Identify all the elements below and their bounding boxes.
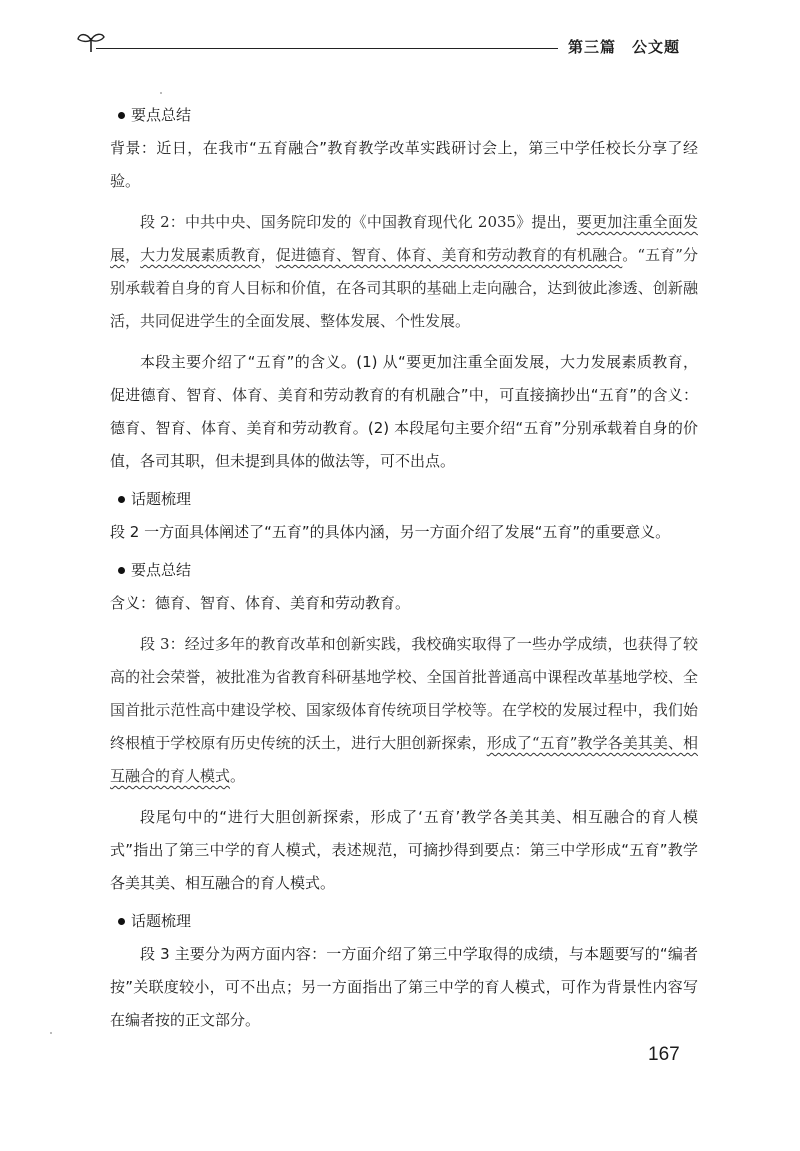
section-heading: 要点总结 (118, 557, 698, 583)
underlined-phrase: 形成了“五育”教学各美其美、相互融合的育人模式 (110, 734, 698, 785)
sprout-icon (76, 30, 106, 54)
analysis-paragraph-3: 段尾句中的“进行大胆创新探索，形成了‘五育’教学各美其美、相互融合的育人模式”指出了第三中学的育人模式，表述规范，可摘抄得到要点：第三中学形成“五育”教学各美其美、相互融合的育人模式。 (110, 808, 698, 892)
bullet-icon (118, 918, 125, 925)
topic-text-2: 段 2 一方面具体阐述了“五育”的具体内涵，另一方面介绍了发展“五育”的重要意义。 (110, 523, 671, 541)
chapter-title: 第三篇 公文题 (568, 38, 681, 56)
page-content (110, 94, 698, 1043)
background-text: 背景：近日，在我市“五育融合”教育教学改革实践研讨会上，第三中学任校长分享了经验。 (110, 139, 698, 190)
source-paragraph-2: 段 2：中共中央、国务院印发的《中国教育现代化 2035》提出，要更加注重全面发展，大力发展素质教育，促进德育、智育、体育、美育和劳动教育的有机融合。“五育”分别承载着自身的育人目标和价值，在各司其职的基础上走向融合，达到彼此渗透、创新融活，共同促进学生的全面发展、整体发展、个性发展。 (110, 213, 698, 330)
scan-speck (50, 1032, 52, 1034)
section-heading: 要点总结 (118, 102, 698, 128)
analysis-paragraph-2: 本段主要介绍了“五育”的含义。(1) 从“要更加注重全面发展，大力发展素质教育，促进德育、智育、体育、美育和劳动教育的有机融合”中，可直接摘抄出“五育”的含义：德育、智育、体育、美育和劳动教育。(2) 本段尾句主要介绍“五育”分别承载着自身的价值，各司其职，但未提到具体的做法等，可不出点。 (110, 353, 698, 470)
bullet-icon (118, 567, 125, 574)
underlined-phrase: 大力发展素质教育 (140, 246, 261, 264)
page-number: 167 (648, 1044, 680, 1065)
bullet-icon (118, 496, 125, 503)
topic-text-3: 段 3 主要分为两方面内容：一方面介绍了第三中学取得的成绩，与本题要写的“编者按”关联度较小，可不出点；另一方面指出了第三中学的育人模式，可作为背景性内容写在编者按的正文部分。 (110, 945, 698, 1029)
header-rule (96, 48, 558, 49)
underlined-phrase: 要更加注重全面发展 (110, 213, 698, 264)
section-heading: 话题梳理 (118, 486, 698, 512)
bullet-icon (118, 112, 125, 119)
source-paragraph-3: 段 3：经过多年的教育改革和创新实践，我校确实取得了一些办学成绩，也获得了较高的社会荣誉，被批准为省教育科研基地学校、全国首批普通高中课程改革基地学校、全国首批示范性高中建设学校、国家级体育传统项目学校等。在学校的发展过程中，我们始终根植于学校原有历史传统的沃土，进行大胆创新探索，形成了“五育”教学各美其美、相互融合的育人模式。 (110, 635, 698, 785)
section-heading: 话题梳理 (118, 908, 698, 934)
underlined-phrase: 促进德育、智育、体育、美育和劳动教育的有机融合 (275, 246, 623, 264)
meaning-text: 含义：德育、智育、体育、美育和劳动教育。 (110, 594, 411, 612)
